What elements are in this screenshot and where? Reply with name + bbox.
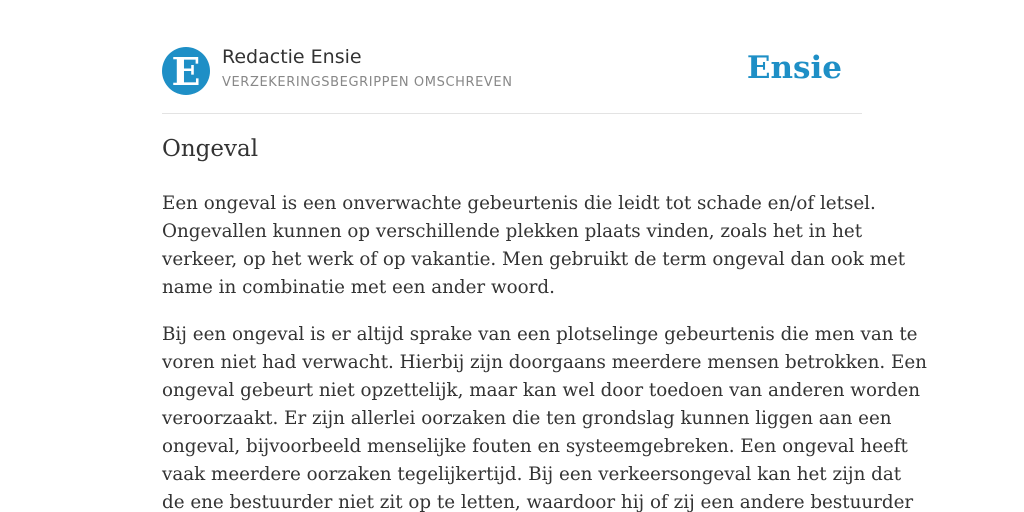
header-divider [162,113,862,114]
author-avatar-initial: E [171,49,201,94]
paragraph-line: verkeer, op het werk of op vakantie. Men gebruikt de term ongeval dan ook met [162,249,906,270]
article-header [162,46,862,96]
article-paragraph [162,321,927,512]
paragraph-line: veroorzaakt. Er zijn allerlei oorzaken die ten grondslag kunnen liggen aan een [162,408,892,429]
article-title: Ongeval [162,136,259,162]
paragraph-line: Ongevallen kunnen op verschillende plekken plaats vinden, zoals het in het [162,221,863,242]
paragraph-line: vaak meerdere oorzaken tegelijkertijd. Bij een verkeersongeval kan het zijn dat [162,464,902,485]
paragraph-line: ongeval, bijvoorbeeld menselijke fouten en systeemgebreken. Een ongeval heeft [162,436,908,457]
ensie-logo[interactable]: Ensie [746,50,842,86]
author-name[interactable]: Redactie Ensie [222,46,362,68]
paragraph-line: de ene bestuurder niet zit op te letten, waardoor hij of zij een andere bestuurder [162,492,914,512]
paragraph-line: ongeval gebeurt niet opzettelijk, maar kan wel door toedoen van anderen worden [162,380,920,401]
paragraph-line: name in combinatie met een ander woord. [162,277,555,298]
author-avatar[interactable] [162,47,210,95]
article-paragraph [162,190,906,302]
author-subtitle: VERZEKERINGSBEGRIPPEN OMSCHREVEN [222,75,513,90]
article-body [162,190,927,512]
paragraph-line: Een ongeval is een onverwachte gebeurtenis die leidt tot schade en/of letsel. [162,193,876,214]
paragraph-line: voren niet had verwacht. Hierbij zijn doorgaans meerdere mensen betrokken. Een [162,352,927,373]
paragraph-line: Bij een ongeval is er altijd sprake van een plotselinge gebeurtenis die men van te [162,324,918,345]
